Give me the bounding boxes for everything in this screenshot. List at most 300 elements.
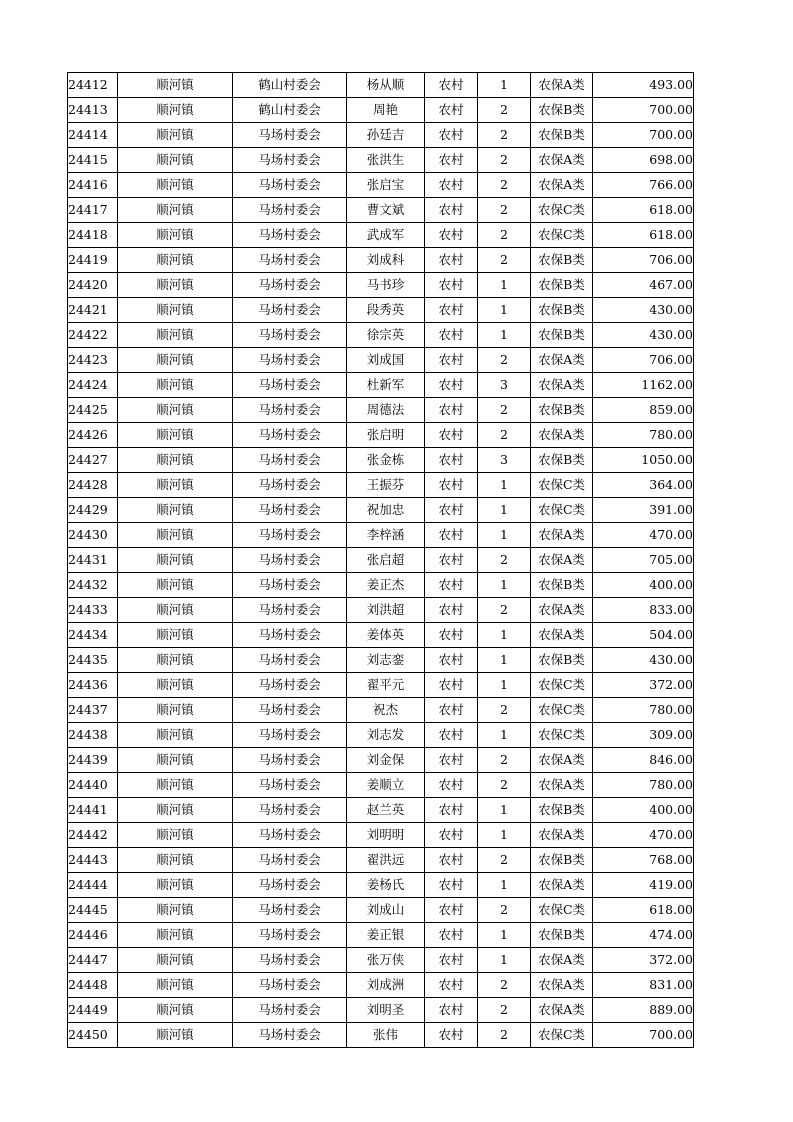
- count-cell: 1: [478, 523, 531, 548]
- count-cell: 2: [478, 348, 531, 373]
- category-cell: 农保A类: [531, 548, 593, 573]
- name-cell: 徐宗英: [347, 323, 425, 348]
- village-committee-cell: 马场村委会: [233, 898, 347, 923]
- category-cell: 农保A类: [531, 823, 593, 848]
- count-cell: 1: [478, 648, 531, 673]
- village-committee-cell: 马场村委会: [233, 598, 347, 623]
- table-row: [68, 848, 694, 873]
- village-committee-cell: 马场村委会: [233, 498, 347, 523]
- table-row: [68, 723, 694, 748]
- name-cell: 曹文斌: [347, 198, 425, 223]
- record-id-cell: 24450: [68, 1023, 118, 1048]
- town-cell: 顺河镇: [118, 723, 233, 748]
- area-type-cell: 农村: [425, 798, 478, 823]
- area-type-cell: 农村: [425, 398, 478, 423]
- amount-cell: 700.00: [593, 123, 694, 148]
- count-cell: 1: [478, 798, 531, 823]
- village-committee-cell: 马场村委会: [233, 548, 347, 573]
- table-row: [68, 973, 694, 998]
- village-committee-cell: 马场村委会: [233, 823, 347, 848]
- town-cell: 顺河镇: [118, 973, 233, 998]
- village-committee-cell: 马场村委会: [233, 523, 347, 548]
- record-id-cell: 24423: [68, 348, 118, 373]
- area-type-cell: 农村: [425, 998, 478, 1023]
- area-type-cell: 农村: [425, 748, 478, 773]
- village-committee-cell: 马场村委会: [233, 148, 347, 173]
- record-id-cell: 24440: [68, 773, 118, 798]
- town-cell: 顺河镇: [118, 423, 233, 448]
- category-cell: 农保A类: [531, 73, 593, 98]
- town-cell: 顺河镇: [118, 448, 233, 473]
- area-type-cell: 农村: [425, 723, 478, 748]
- record-id-cell: 24426: [68, 423, 118, 448]
- area-type-cell: 农村: [425, 923, 478, 948]
- count-cell: 2: [478, 98, 531, 123]
- town-cell: 顺河镇: [118, 373, 233, 398]
- record-id-cell: 24412: [68, 73, 118, 98]
- village-committee-cell: 鹤山村委会: [233, 73, 347, 98]
- area-type-cell: 农村: [425, 898, 478, 923]
- village-committee-cell: 马场村委会: [233, 848, 347, 873]
- name-cell: 翟洪远: [347, 848, 425, 873]
- amount-cell: 309.00: [593, 723, 694, 748]
- village-committee-cell: 马场村委会: [233, 448, 347, 473]
- town-cell: 顺河镇: [118, 148, 233, 173]
- town-cell: 顺河镇: [118, 898, 233, 923]
- category-cell: 农保C类: [531, 898, 593, 923]
- town-cell: 顺河镇: [118, 473, 233, 498]
- village-committee-cell: 马场村委会: [233, 698, 347, 723]
- category-cell: 农保A类: [531, 523, 593, 548]
- town-cell: 顺河镇: [118, 523, 233, 548]
- village-committee-cell: 马场村委会: [233, 398, 347, 423]
- amount-cell: 400.00: [593, 798, 694, 823]
- area-type-cell: 农村: [425, 823, 478, 848]
- town-cell: 顺河镇: [118, 948, 233, 973]
- category-cell: 农保C类: [531, 723, 593, 748]
- village-committee-cell: 马场村委会: [233, 423, 347, 448]
- name-cell: 姜正杰: [347, 573, 425, 598]
- table-row: [68, 73, 694, 98]
- amount-cell: 391.00: [593, 498, 694, 523]
- area-type-cell: 农村: [425, 448, 478, 473]
- count-cell: 1: [478, 73, 531, 98]
- town-cell: 顺河镇: [118, 698, 233, 723]
- amount-cell: 493.00: [593, 73, 694, 98]
- table-row: [68, 298, 694, 323]
- category-cell: 农保C类: [531, 673, 593, 698]
- name-cell: 张启超: [347, 548, 425, 573]
- town-cell: 顺河镇: [118, 123, 233, 148]
- category-cell: 农保B类: [531, 248, 593, 273]
- town-cell: 顺河镇: [118, 798, 233, 823]
- record-id-cell: 24449: [68, 998, 118, 1023]
- town-cell: 顺河镇: [118, 1023, 233, 1048]
- name-cell: 翟平元: [347, 673, 425, 698]
- count-cell: 2: [478, 423, 531, 448]
- area-type-cell: 农村: [425, 1023, 478, 1048]
- amount-cell: 780.00: [593, 423, 694, 448]
- town-cell: 顺河镇: [118, 998, 233, 1023]
- category-cell: 农保A类: [531, 948, 593, 973]
- town-cell: 顺河镇: [118, 623, 233, 648]
- area-type-cell: 农村: [425, 948, 478, 973]
- category-cell: 农保B类: [531, 98, 593, 123]
- count-cell: 1: [478, 298, 531, 323]
- count-cell: 1: [478, 473, 531, 498]
- record-id-cell: 24429: [68, 498, 118, 523]
- record-id-cell: 24428: [68, 473, 118, 498]
- area-type-cell: 农村: [425, 698, 478, 723]
- category-cell: 农保A类: [531, 773, 593, 798]
- count-cell: 2: [478, 998, 531, 1023]
- table-row: [68, 873, 694, 898]
- record-id-cell: 24413: [68, 98, 118, 123]
- amount-cell: 780.00: [593, 698, 694, 723]
- town-cell: 顺河镇: [118, 73, 233, 98]
- table-row: [68, 398, 694, 423]
- amount-cell: 430.00: [593, 298, 694, 323]
- record-id-cell: 24425: [68, 398, 118, 423]
- table-row: [68, 598, 694, 623]
- area-type-cell: 农村: [425, 623, 478, 648]
- amount-cell: 430.00: [593, 648, 694, 673]
- category-cell: 农保A类: [531, 423, 593, 448]
- record-id-cell: 24430: [68, 523, 118, 548]
- count-cell: 2: [478, 123, 531, 148]
- table-row: [68, 648, 694, 673]
- town-cell: 顺河镇: [118, 198, 233, 223]
- town-cell: 顺河镇: [118, 548, 233, 573]
- town-cell: 顺河镇: [118, 748, 233, 773]
- category-cell: 农保B类: [531, 798, 593, 823]
- name-cell: 祝加忠: [347, 498, 425, 523]
- record-id-cell: 24446: [68, 923, 118, 948]
- table-row: [68, 573, 694, 598]
- count-cell: 2: [478, 973, 531, 998]
- amount-cell: 372.00: [593, 673, 694, 698]
- table-row: [68, 348, 694, 373]
- town-cell: 顺河镇: [118, 498, 233, 523]
- category-cell: 农保B类: [531, 273, 593, 298]
- amount-cell: 766.00: [593, 173, 694, 198]
- category-cell: 农保C类: [531, 473, 593, 498]
- table-row: [68, 198, 694, 223]
- village-committee-cell: 马场村委会: [233, 773, 347, 798]
- count-cell: 3: [478, 373, 531, 398]
- name-cell: 姜顺立: [347, 773, 425, 798]
- amount-cell: 706.00: [593, 348, 694, 373]
- amount-cell: 400.00: [593, 573, 694, 598]
- town-cell: 顺河镇: [118, 848, 233, 873]
- records-table: [67, 72, 694, 1048]
- count-cell: 2: [478, 173, 531, 198]
- record-id-cell: 24434: [68, 623, 118, 648]
- amount-cell: 504.00: [593, 623, 694, 648]
- area-type-cell: 农村: [425, 173, 478, 198]
- category-cell: 农保A类: [531, 348, 593, 373]
- name-cell: 孙廷吉: [347, 123, 425, 148]
- category-cell: 农保B类: [531, 298, 593, 323]
- name-cell: 赵兰英: [347, 798, 425, 823]
- village-committee-cell: 马场村委会: [233, 123, 347, 148]
- table-row: [68, 148, 694, 173]
- count-cell: 2: [478, 848, 531, 873]
- name-cell: 周德法: [347, 398, 425, 423]
- category-cell: 农保A类: [531, 598, 593, 623]
- town-cell: 顺河镇: [118, 248, 233, 273]
- area-type-cell: 农村: [425, 648, 478, 673]
- amount-cell: 833.00: [593, 598, 694, 623]
- area-type-cell: 农村: [425, 548, 478, 573]
- village-committee-cell: 马场村委会: [233, 173, 347, 198]
- amount-cell: 700.00: [593, 1023, 694, 1048]
- village-committee-cell: 马场村委会: [233, 798, 347, 823]
- name-cell: 刘成国: [347, 348, 425, 373]
- village-committee-cell: 马场村委会: [233, 748, 347, 773]
- town-cell: 顺河镇: [118, 348, 233, 373]
- town-cell: 顺河镇: [118, 923, 233, 948]
- area-type-cell: 农村: [425, 248, 478, 273]
- name-cell: 姜体英: [347, 623, 425, 648]
- table-row: [68, 623, 694, 648]
- category-cell: 农保B类: [531, 923, 593, 948]
- count-cell: 2: [478, 398, 531, 423]
- village-committee-cell: 马场村委会: [233, 873, 347, 898]
- area-type-cell: 农村: [425, 673, 478, 698]
- table-row: [68, 173, 694, 198]
- category-cell: 农保A类: [531, 623, 593, 648]
- village-committee-cell: 马场村委会: [233, 323, 347, 348]
- count-cell: 1: [478, 923, 531, 948]
- record-id-cell: 24421: [68, 298, 118, 323]
- area-type-cell: 农村: [425, 848, 478, 873]
- table-body: [68, 73, 694, 1048]
- name-cell: 李梓涵: [347, 523, 425, 548]
- count-cell: 2: [478, 898, 531, 923]
- amount-cell: 474.00: [593, 923, 694, 948]
- village-committee-cell: 马场村委会: [233, 948, 347, 973]
- table-row: [68, 373, 694, 398]
- town-cell: 顺河镇: [118, 223, 233, 248]
- count-cell: 1: [478, 498, 531, 523]
- town-cell: 顺河镇: [118, 173, 233, 198]
- table-row: [68, 948, 694, 973]
- count-cell: 2: [478, 148, 531, 173]
- amount-cell: 698.00: [593, 148, 694, 173]
- category-cell: 农保A类: [531, 998, 593, 1023]
- area-type-cell: 农村: [425, 273, 478, 298]
- village-committee-cell: 马场村委会: [233, 373, 347, 398]
- amount-cell: 372.00: [593, 948, 694, 973]
- name-cell: 刘志发: [347, 723, 425, 748]
- amount-cell: 467.00: [593, 273, 694, 298]
- category-cell: 农保B类: [531, 398, 593, 423]
- area-type-cell: 农村: [425, 198, 478, 223]
- area-type-cell: 农村: [425, 473, 478, 498]
- record-id-cell: 24443: [68, 848, 118, 873]
- record-id-cell: 24435: [68, 648, 118, 673]
- category-cell: 农保B类: [531, 848, 593, 873]
- category-cell: 农保C类: [531, 198, 593, 223]
- name-cell: 刘成洲: [347, 973, 425, 998]
- town-cell: 顺河镇: [118, 773, 233, 798]
- town-cell: 顺河镇: [118, 648, 233, 673]
- count-cell: 1: [478, 823, 531, 848]
- town-cell: 顺河镇: [118, 573, 233, 598]
- name-cell: 张洪生: [347, 148, 425, 173]
- table-row: [68, 223, 694, 248]
- table-row: [68, 923, 694, 948]
- village-committee-cell: 马场村委会: [233, 998, 347, 1023]
- table-row: [68, 98, 694, 123]
- category-cell: 农保C类: [531, 698, 593, 723]
- area-type-cell: 农村: [425, 298, 478, 323]
- record-id-cell: 24445: [68, 898, 118, 923]
- village-committee-cell: 马场村委会: [233, 648, 347, 673]
- name-cell: 刘明明: [347, 823, 425, 848]
- record-id-cell: 24442: [68, 823, 118, 848]
- count-cell: 2: [478, 223, 531, 248]
- name-cell: 马书珍: [347, 273, 425, 298]
- town-cell: 顺河镇: [118, 823, 233, 848]
- table-row: [68, 323, 694, 348]
- record-id-cell: 24431: [68, 548, 118, 573]
- village-committee-cell: 马场村委会: [233, 623, 347, 648]
- name-cell: 祝杰: [347, 698, 425, 723]
- amount-cell: 706.00: [593, 248, 694, 273]
- amount-cell: 859.00: [593, 398, 694, 423]
- village-committee-cell: 马场村委会: [233, 298, 347, 323]
- town-cell: 顺河镇: [118, 598, 233, 623]
- count-cell: 2: [478, 598, 531, 623]
- amount-cell: 470.00: [593, 823, 694, 848]
- amount-cell: 768.00: [593, 848, 694, 873]
- record-id-cell: 24447: [68, 948, 118, 973]
- name-cell: 张启宝: [347, 173, 425, 198]
- name-cell: 刘成山: [347, 898, 425, 923]
- name-cell: 段秀英: [347, 298, 425, 323]
- record-id-cell: 24414: [68, 123, 118, 148]
- village-committee-cell: 马场村委会: [233, 473, 347, 498]
- town-cell: 顺河镇: [118, 873, 233, 898]
- record-id-cell: 24418: [68, 223, 118, 248]
- count-cell: 1: [478, 273, 531, 298]
- record-id-cell: 24438: [68, 723, 118, 748]
- village-committee-cell: 马场村委会: [233, 673, 347, 698]
- village-committee-cell: 马场村委会: [233, 248, 347, 273]
- category-cell: 农保B类: [531, 448, 593, 473]
- village-committee-cell: 马场村委会: [233, 573, 347, 598]
- town-cell: 顺河镇: [118, 273, 233, 298]
- amount-cell: 1162.00: [593, 373, 694, 398]
- record-id-cell: 24437: [68, 698, 118, 723]
- record-id-cell: 24415: [68, 148, 118, 173]
- category-cell: 农保C类: [531, 1023, 593, 1048]
- area-type-cell: 农村: [425, 373, 478, 398]
- table-row: [68, 798, 694, 823]
- town-cell: 顺河镇: [118, 298, 233, 323]
- count-cell: 2: [478, 548, 531, 573]
- record-id-cell: 24436: [68, 673, 118, 698]
- name-cell: 姜正银: [347, 923, 425, 948]
- category-cell: 农保A类: [531, 748, 593, 773]
- table-row: [68, 448, 694, 473]
- table-row: [68, 673, 694, 698]
- count-cell: 1: [478, 623, 531, 648]
- record-id-cell: 24448: [68, 973, 118, 998]
- category-cell: 农保A类: [531, 973, 593, 998]
- name-cell: 刘洪超: [347, 598, 425, 623]
- area-type-cell: 农村: [425, 573, 478, 598]
- town-cell: 顺河镇: [118, 673, 233, 698]
- area-type-cell: 农村: [425, 498, 478, 523]
- category-cell: 农保A类: [531, 173, 593, 198]
- village-committee-cell: 马场村委会: [233, 1023, 347, 1048]
- amount-cell: 618.00: [593, 223, 694, 248]
- village-committee-cell: 马场村委会: [233, 923, 347, 948]
- category-cell: 农保B类: [531, 123, 593, 148]
- table-row: [68, 823, 694, 848]
- name-cell: 周艳: [347, 98, 425, 123]
- area-type-cell: 农村: [425, 973, 478, 998]
- table-row: [68, 498, 694, 523]
- record-id-cell: 24433: [68, 598, 118, 623]
- area-type-cell: 农村: [425, 73, 478, 98]
- table-row: [68, 273, 694, 298]
- count-cell: 1: [478, 673, 531, 698]
- name-cell: 刘明圣: [347, 998, 425, 1023]
- name-cell: 武成军: [347, 223, 425, 248]
- amount-cell: 470.00: [593, 523, 694, 548]
- count-cell: 1: [478, 323, 531, 348]
- record-id-cell: 24427: [68, 448, 118, 473]
- table-row: [68, 123, 694, 148]
- area-type-cell: 农村: [425, 598, 478, 623]
- amount-cell: 364.00: [593, 473, 694, 498]
- area-type-cell: 农村: [425, 423, 478, 448]
- area-type-cell: 农村: [425, 323, 478, 348]
- table-row: [68, 1023, 694, 1048]
- area-type-cell: 农村: [425, 873, 478, 898]
- record-id-cell: 24422: [68, 323, 118, 348]
- town-cell: 顺河镇: [118, 323, 233, 348]
- category-cell: 农保B类: [531, 323, 593, 348]
- category-cell: 农保B类: [531, 648, 593, 673]
- count-cell: 2: [478, 248, 531, 273]
- village-committee-cell: 马场村委会: [233, 223, 347, 248]
- amount-cell: 705.00: [593, 548, 694, 573]
- table-row: [68, 548, 694, 573]
- amount-cell: 618.00: [593, 898, 694, 923]
- village-committee-cell: 马场村委会: [233, 723, 347, 748]
- count-cell: 2: [478, 198, 531, 223]
- record-id-cell: 24419: [68, 248, 118, 273]
- table-row: [68, 473, 694, 498]
- village-committee-cell: 马场村委会: [233, 348, 347, 373]
- count-cell: 2: [478, 1023, 531, 1048]
- amount-cell: 780.00: [593, 773, 694, 798]
- category-cell: 农保A类: [531, 873, 593, 898]
- area-type-cell: 农村: [425, 773, 478, 798]
- count-cell: 3: [478, 448, 531, 473]
- amount-cell: 700.00: [593, 98, 694, 123]
- table-row: [68, 423, 694, 448]
- table-row: [68, 898, 694, 923]
- name-cell: 张金栋: [347, 448, 425, 473]
- area-type-cell: 农村: [425, 348, 478, 373]
- record-id-cell: 24439: [68, 748, 118, 773]
